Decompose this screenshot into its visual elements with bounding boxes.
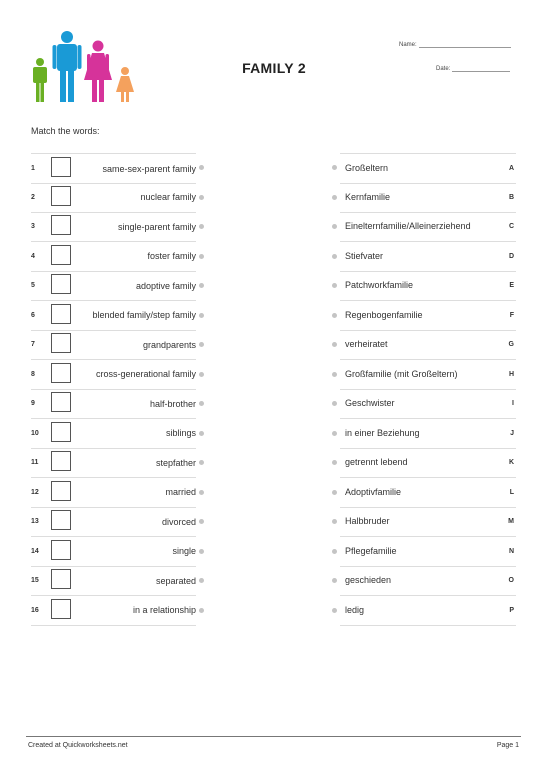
item-number: 15 [31, 577, 39, 584]
item-number: 8 [31, 370, 35, 378]
german-term: Pflegefamilie [345, 545, 397, 556]
right-connector-dot-icon[interactable] [332, 431, 337, 436]
name-line[interactable] [419, 41, 511, 48]
left-cell [31, 301, 196, 331]
left-cell [31, 153, 196, 184]
left-connector-dot-icon[interactable] [199, 578, 204, 583]
left-connector-dot-icon[interactable] [199, 283, 204, 288]
footer-divider [26, 736, 521, 737]
english-term: divorced [161, 516, 196, 527]
german-term: Großfamilie (mit Großeltern) [345, 368, 458, 379]
left-cell [31, 419, 196, 449]
right-connector-dot-icon[interactable] [332, 313, 337, 318]
mother-figure-icon [84, 41, 112, 103]
answer-letter: C [508, 223, 514, 230]
answer-box[interactable] [51, 363, 71, 383]
item-number: 10 [31, 429, 39, 437]
item-number: 16 [31, 606, 39, 614]
german-term: Kernfamilie [345, 191, 391, 202]
german-term: Regenbogenfamilie [345, 309, 423, 320]
page-number: Page 1 [496, 742, 519, 749]
right-cell [340, 448, 516, 478]
answer-box[interactable] [51, 186, 71, 206]
left-cell [31, 596, 196, 626]
table-row [31, 478, 516, 508]
right-cell [340, 537, 516, 567]
left-connector-dot-icon[interactable] [199, 460, 204, 465]
right-cell [340, 212, 516, 242]
left-connector-dot-icon[interactable] [199, 519, 204, 524]
answer-letter: N [508, 547, 514, 555]
item-number: 12 [31, 488, 39, 496]
english-term: half-brother [149, 398, 196, 409]
answer-box[interactable] [51, 451, 71, 471]
answer-letter: K [508, 459, 514, 466]
english-term: adoptive family [135, 280, 196, 291]
english-term: single [172, 546, 196, 556]
right-connector-dot-icon[interactable] [332, 342, 337, 347]
right-connector-dot-icon[interactable] [332, 224, 337, 229]
left-cell [31, 478, 196, 508]
answer-letter: A [508, 165, 514, 172]
left-cell [31, 389, 196, 419]
answer-letter: O [508, 577, 514, 584]
answer-letter: I [512, 400, 514, 407]
answer-box[interactable] [51, 569, 71, 589]
answer-box[interactable] [51, 215, 71, 235]
table-row [31, 360, 516, 390]
english-term: cross-generational family [95, 369, 196, 379]
instruction-text: Match the words: [31, 126, 100, 136]
left-cell [31, 448, 196, 478]
right-cell [340, 596, 516, 626]
date-line[interactable] [452, 65, 510, 72]
answer-box[interactable] [51, 540, 71, 560]
table-row [31, 507, 516, 537]
answer-box[interactable] [51, 157, 71, 177]
answer-letter: B [508, 193, 514, 201]
page-title: FAMILY 2 [242, 60, 306, 76]
answer-letter: G [508, 341, 514, 348]
left-cell [31, 566, 196, 596]
left-connector-dot-icon[interactable] [199, 165, 204, 170]
german-term: Einelternfamilie/Alleinerziehend [345, 221, 471, 231]
right-connector-dot-icon[interactable] [332, 165, 337, 170]
german-term: Halbbruder [345, 516, 390, 526]
item-number: 5 [31, 282, 35, 289]
right-connector-dot-icon[interactable] [332, 578, 337, 583]
right-cell [340, 271, 516, 301]
table-row [31, 389, 516, 419]
answer-box[interactable] [51, 422, 71, 442]
child-figure-icon [33, 58, 47, 102]
item-number: 7 [31, 341, 35, 348]
answer-box[interactable] [51, 599, 71, 619]
table-row [31, 301, 516, 331]
english-term: blended family/step family [92, 310, 196, 320]
english-term: grandparents [142, 339, 196, 350]
right-connector-dot-icon[interactable] [332, 490, 337, 495]
answer-letter: J [510, 429, 514, 437]
answer-box[interactable] [51, 481, 71, 501]
german-term: Adoptivfamilie [345, 486, 402, 497]
left-connector-dot-icon[interactable] [199, 342, 204, 347]
german-term: ledig [345, 604, 365, 615]
german-term: in einer Beziehung [345, 427, 420, 438]
english-term: single-parent family [117, 221, 196, 232]
left-cell [31, 330, 196, 360]
german-term: Patchworkfamilie [345, 280, 414, 290]
left-connector-dot-icon[interactable] [199, 195, 204, 200]
table-row [31, 212, 516, 242]
answer-box[interactable] [51, 510, 71, 530]
english-term: siblings [165, 428, 196, 438]
date-field[interactable] [436, 65, 510, 72]
answer-letter: H [508, 370, 514, 378]
table-row [31, 419, 516, 449]
table-row [31, 448, 516, 478]
right-connector-dot-icon[interactable] [332, 401, 337, 406]
right-connector-dot-icon[interactable] [332, 195, 337, 200]
name-field[interactable] [399, 41, 511, 48]
right-connector-dot-icon[interactable] [332, 254, 337, 259]
answer-letter: M [508, 518, 514, 525]
right-cell [340, 330, 516, 360]
table-row [31, 271, 516, 301]
left-cell [31, 360, 196, 390]
right-cell [340, 301, 516, 331]
german-term: Geschwister [345, 398, 395, 408]
left-connector-dot-icon[interactable] [199, 224, 204, 229]
left-cell [31, 212, 196, 242]
table-row [31, 537, 516, 567]
english-term: same-sex-parent family [102, 163, 196, 174]
right-cell [340, 419, 516, 449]
left-cell [31, 537, 196, 567]
right-connector-dot-icon[interactable] [332, 460, 337, 465]
item-number: 14 [31, 547, 39, 555]
right-connector-dot-icon[interactable] [332, 549, 337, 554]
answer-box[interactable] [51, 304, 71, 324]
name-label: Name: [399, 42, 417, 48]
german-term: getrennt lebend [345, 457, 408, 467]
left-connector-dot-icon[interactable] [199, 313, 204, 318]
matching-table [31, 153, 516, 625]
right-connector-dot-icon[interactable] [332, 283, 337, 288]
right-cell [340, 242, 516, 272]
small-child-figure-icon [116, 67, 134, 102]
left-cell [31, 507, 196, 537]
answer-letter: L [509, 488, 514, 496]
item-number: 4 [31, 252, 35, 260]
item-number: 11 [31, 459, 39, 466]
item-number: 3 [31, 223, 35, 230]
left-connector-dot-icon[interactable] [199, 608, 204, 613]
right-cell [340, 153, 516, 184]
father-figure-icon [53, 31, 82, 102]
item-number: 9 [31, 400, 35, 407]
answer-box[interactable] [51, 392, 71, 412]
date-label: Date: [436, 66, 451, 72]
item-number: 2 [31, 193, 35, 201]
german-term: verheiratet [345, 339, 388, 349]
right-connector-dot-icon[interactable] [332, 519, 337, 524]
answer-box[interactable] [51, 274, 71, 294]
left-connector-dot-icon[interactable] [199, 490, 204, 495]
english-term: nuclear family [140, 192, 196, 202]
english-term: foster family [147, 251, 196, 261]
right-connector-dot-icon[interactable] [332, 372, 337, 377]
answer-letter: P [509, 606, 514, 614]
left-connector-dot-icon[interactable] [199, 372, 204, 377]
answer-box[interactable] [51, 245, 71, 265]
right-cell [340, 183, 516, 213]
table-row [31, 153, 516, 183]
right-cell [340, 478, 516, 508]
left-connector-dot-icon[interactable] [199, 549, 204, 554]
german-term: Stiefvater [345, 250, 384, 261]
left-connector-dot-icon[interactable] [199, 401, 204, 406]
right-cell [340, 389, 516, 419]
table-row [31, 566, 516, 596]
left-connector-dot-icon[interactable] [199, 254, 204, 259]
answer-letter: E [509, 282, 514, 289]
left-cell [31, 271, 196, 301]
left-connector-dot-icon[interactable] [199, 431, 204, 436]
left-cell [31, 183, 196, 213]
answer-letter: D [508, 252, 514, 260]
family-logo-icon [28, 30, 140, 104]
english-term: in a relationship [132, 605, 196, 615]
right-cell [340, 507, 516, 537]
english-term: separated [155, 575, 196, 586]
answer-box[interactable] [51, 333, 71, 353]
english-term: stepfather [155, 457, 196, 468]
right-cell [340, 566, 516, 596]
right-connector-dot-icon[interactable] [332, 608, 337, 613]
table-row [31, 242, 516, 272]
german-term: geschieden [345, 575, 392, 585]
answer-letter: F [509, 311, 514, 319]
item-number: 13 [31, 518, 39, 525]
item-number: 1 [31, 165, 35, 172]
table-row [31, 330, 516, 360]
german-term: Großeltern [345, 163, 389, 173]
table-row [31, 183, 516, 213]
table-row [31, 596, 516, 626]
left-cell [31, 242, 196, 272]
item-number: 6 [31, 311, 35, 319]
english-term: married [165, 487, 196, 497]
footer-credit: Created at Quickworksheets.net [28, 742, 128, 749]
right-cell [340, 360, 516, 390]
